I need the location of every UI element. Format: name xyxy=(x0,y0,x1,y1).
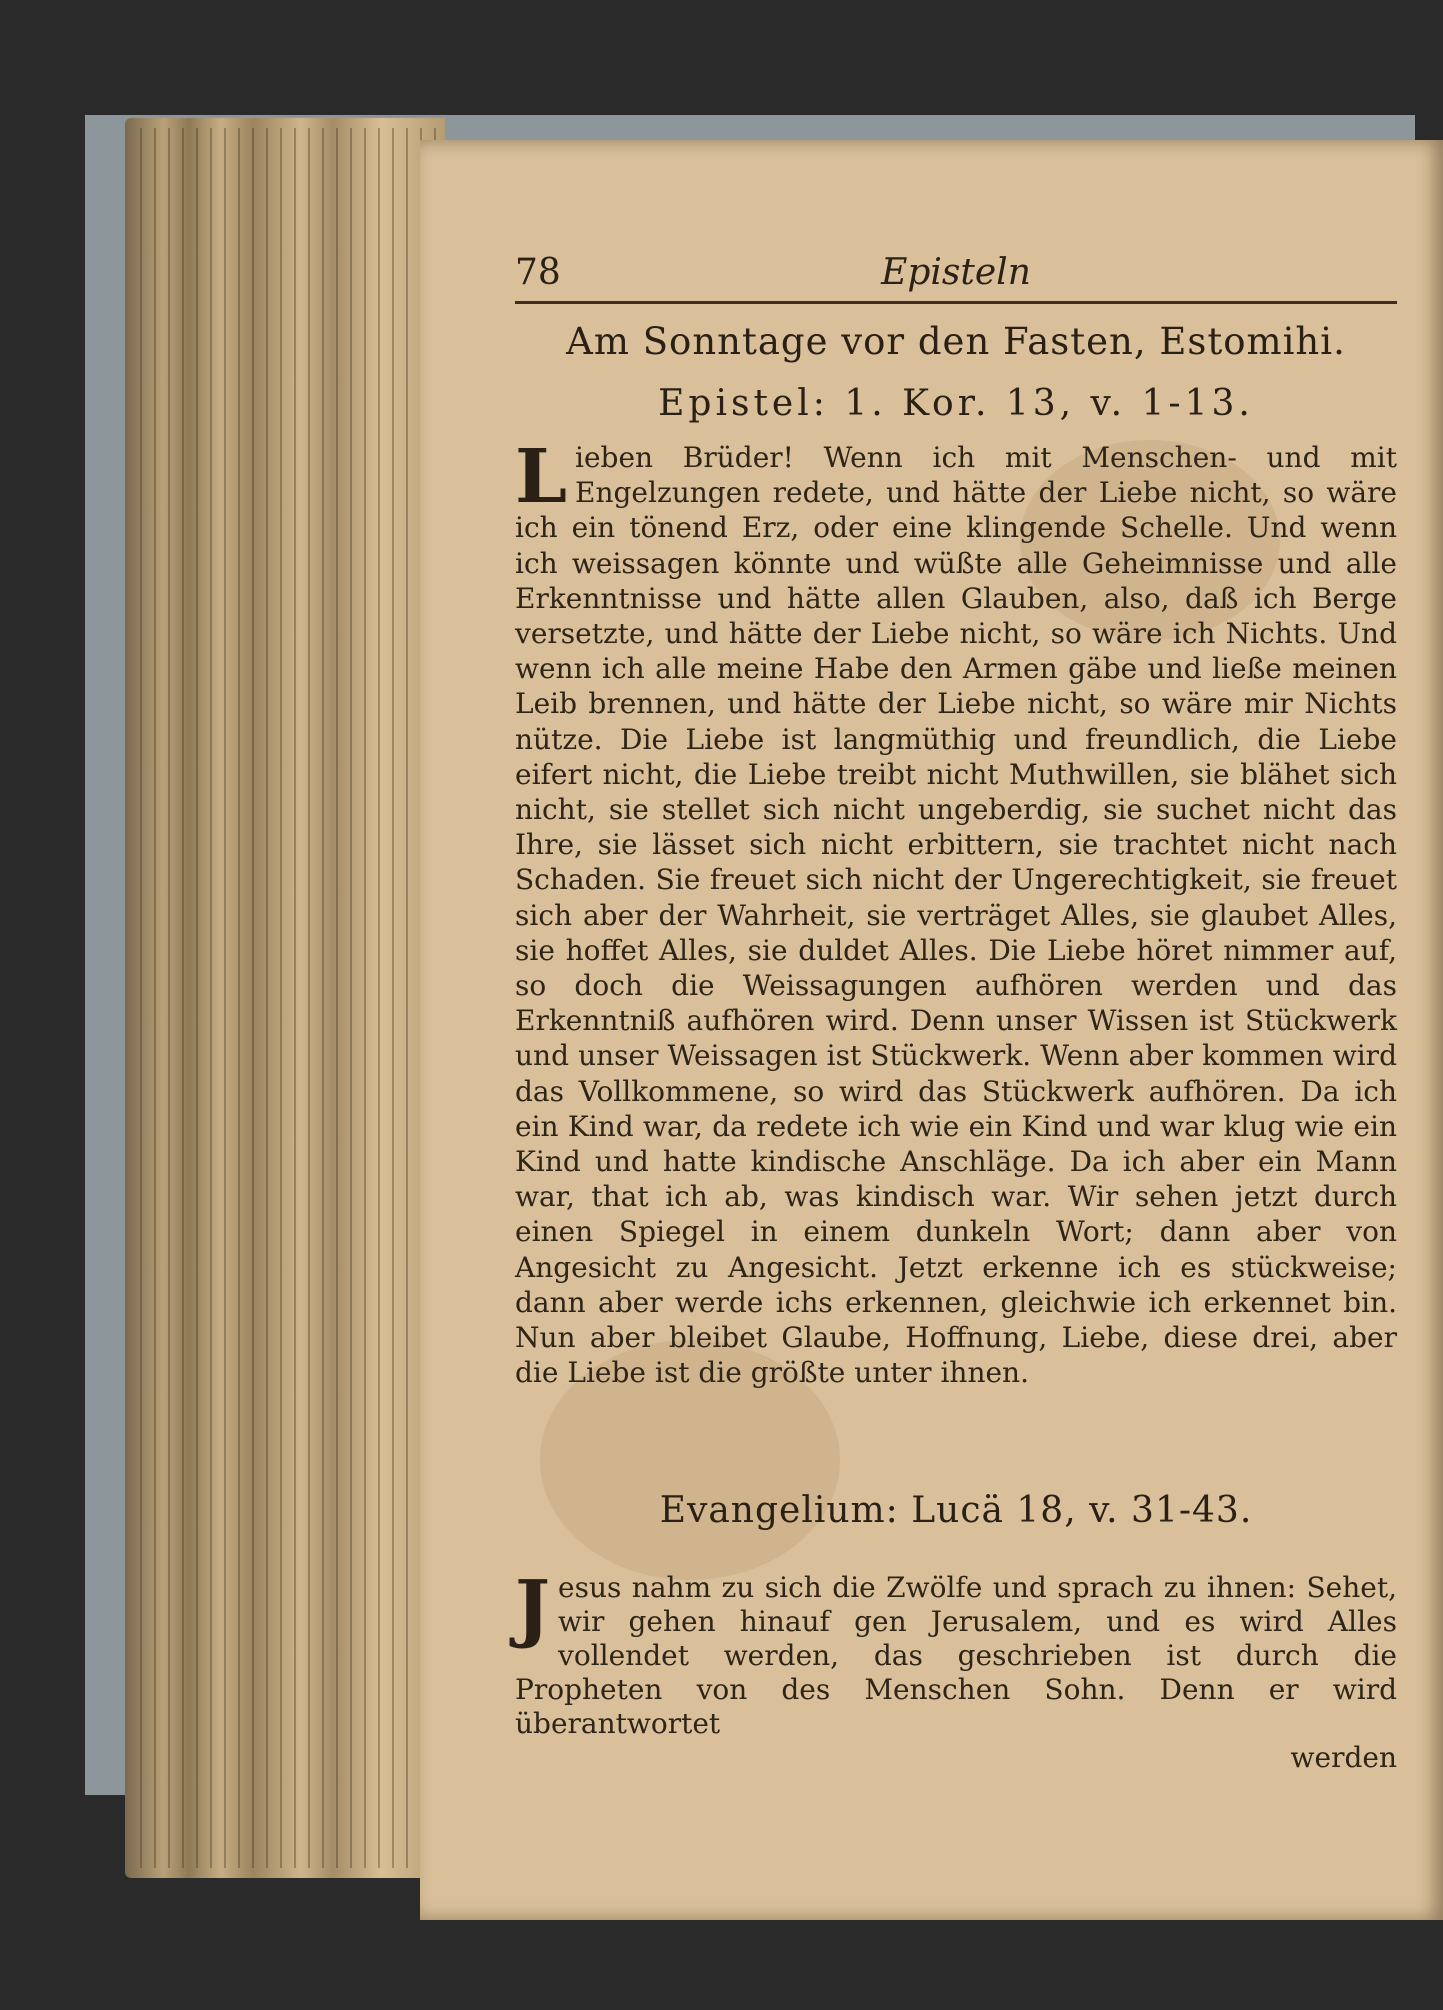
gospel-body: esus nahm zu sich die Zwölfe und sprach zu ihnen: Sehet, wir gehen hinauf gen Jerusalem, und es wird Alles vollendet werden, das geschrieben ist durch die Propheten von des Menschen Sohn. Denn er wird überantwortet xyxy=(515,1571,1397,1741)
epistle-body: ieben Brüder! Wenn ich mit Menschen- und mit Engelzungen redete, und hätte der Liebe nicht, so wäre ich ein tönend Erz, oder eine klingende Schelle. Und wenn ich weissagen könnte und wüßte alle Geheimnisse und alle Erkenntnisse und hätte allen Glauben, also, daß ich Berge versetzte, und hätte der Liebe nicht, so wäre ich Nichts. Und wenn ich alle meine Habe den Armen gäbe und ließe meinen Leib brennen, und hätte der Liebe nicht, so wäre mir Nichts nütze. Die Liebe ist langmüthig und freundlich, die Liebe eifert nicht, die Liebe treibt nicht Muthwillen, sie blähet sich nicht, sie stellet sich nicht ungeberdig, sie suchet nicht das Ihre, sie lässet sich nicht erbittern, sie trachtet nicht nach Schaden. Sie freuet sich nicht der Ungerechtigkeit, sie freuet sich aber der Wahrheit, sie verträget Alles, sie glaubet Alles, sie hoffet Alles, sie duldet Alles. Die Liebe höret nimmer auf, so doch die Weissagungen aufhören werden und das Erkenntniß aufhören wird. Denn unser Wissen ist Stückwerk und unser Weissagen ist Stückwerk. Wenn aber kommen wird das Vollkommene, so wird das Stückwerk aufhören. Da ich ein Kind war, da redete ich wie ein Kind und war klug wie ein Kind und hatte kindische Anschläge. Da ich aber ein Mann war, that ich ab, was kindisch war. Wir sehen jetzt durch einen Spiegel in einem dunkeln Wort; dann aber von Angesicht zu Angesicht. Jetzt erkenne ich es stückweise; dann aber werde ichs erkennen, gleichwie ich erkennet bin. Nun aber bleibet Glaube, Hoffnung, Liebe, diese drei, aber die Liebe ist die größte unter ihnen. xyxy=(515,441,1397,1390)
gospel-heading: Evangelium: Lucä 18, v. 31-43. xyxy=(659,1490,1253,1532)
epistle-text xyxy=(515,434,1397,1390)
page-content xyxy=(515,235,1397,1774)
epistle-heading: Epistel: 1. Kor. 13, v. 1-13. xyxy=(658,383,1254,424)
book-page xyxy=(420,140,1443,1920)
epistle-dropcap: L xyxy=(515,434,568,520)
page-header xyxy=(515,235,1397,293)
section-title: Am Sonntage vor den Fasten, Estomihi. xyxy=(566,320,1346,363)
page-stack-edges xyxy=(140,128,440,1868)
running-head: Episteln xyxy=(881,252,1031,293)
header-rule xyxy=(515,301,1397,304)
gospel-dropcap: J xyxy=(515,1565,551,1652)
catchword: werden xyxy=(1290,1741,1397,1775)
page-number: 78 xyxy=(515,252,561,293)
gospel-text xyxy=(515,1565,1397,1741)
